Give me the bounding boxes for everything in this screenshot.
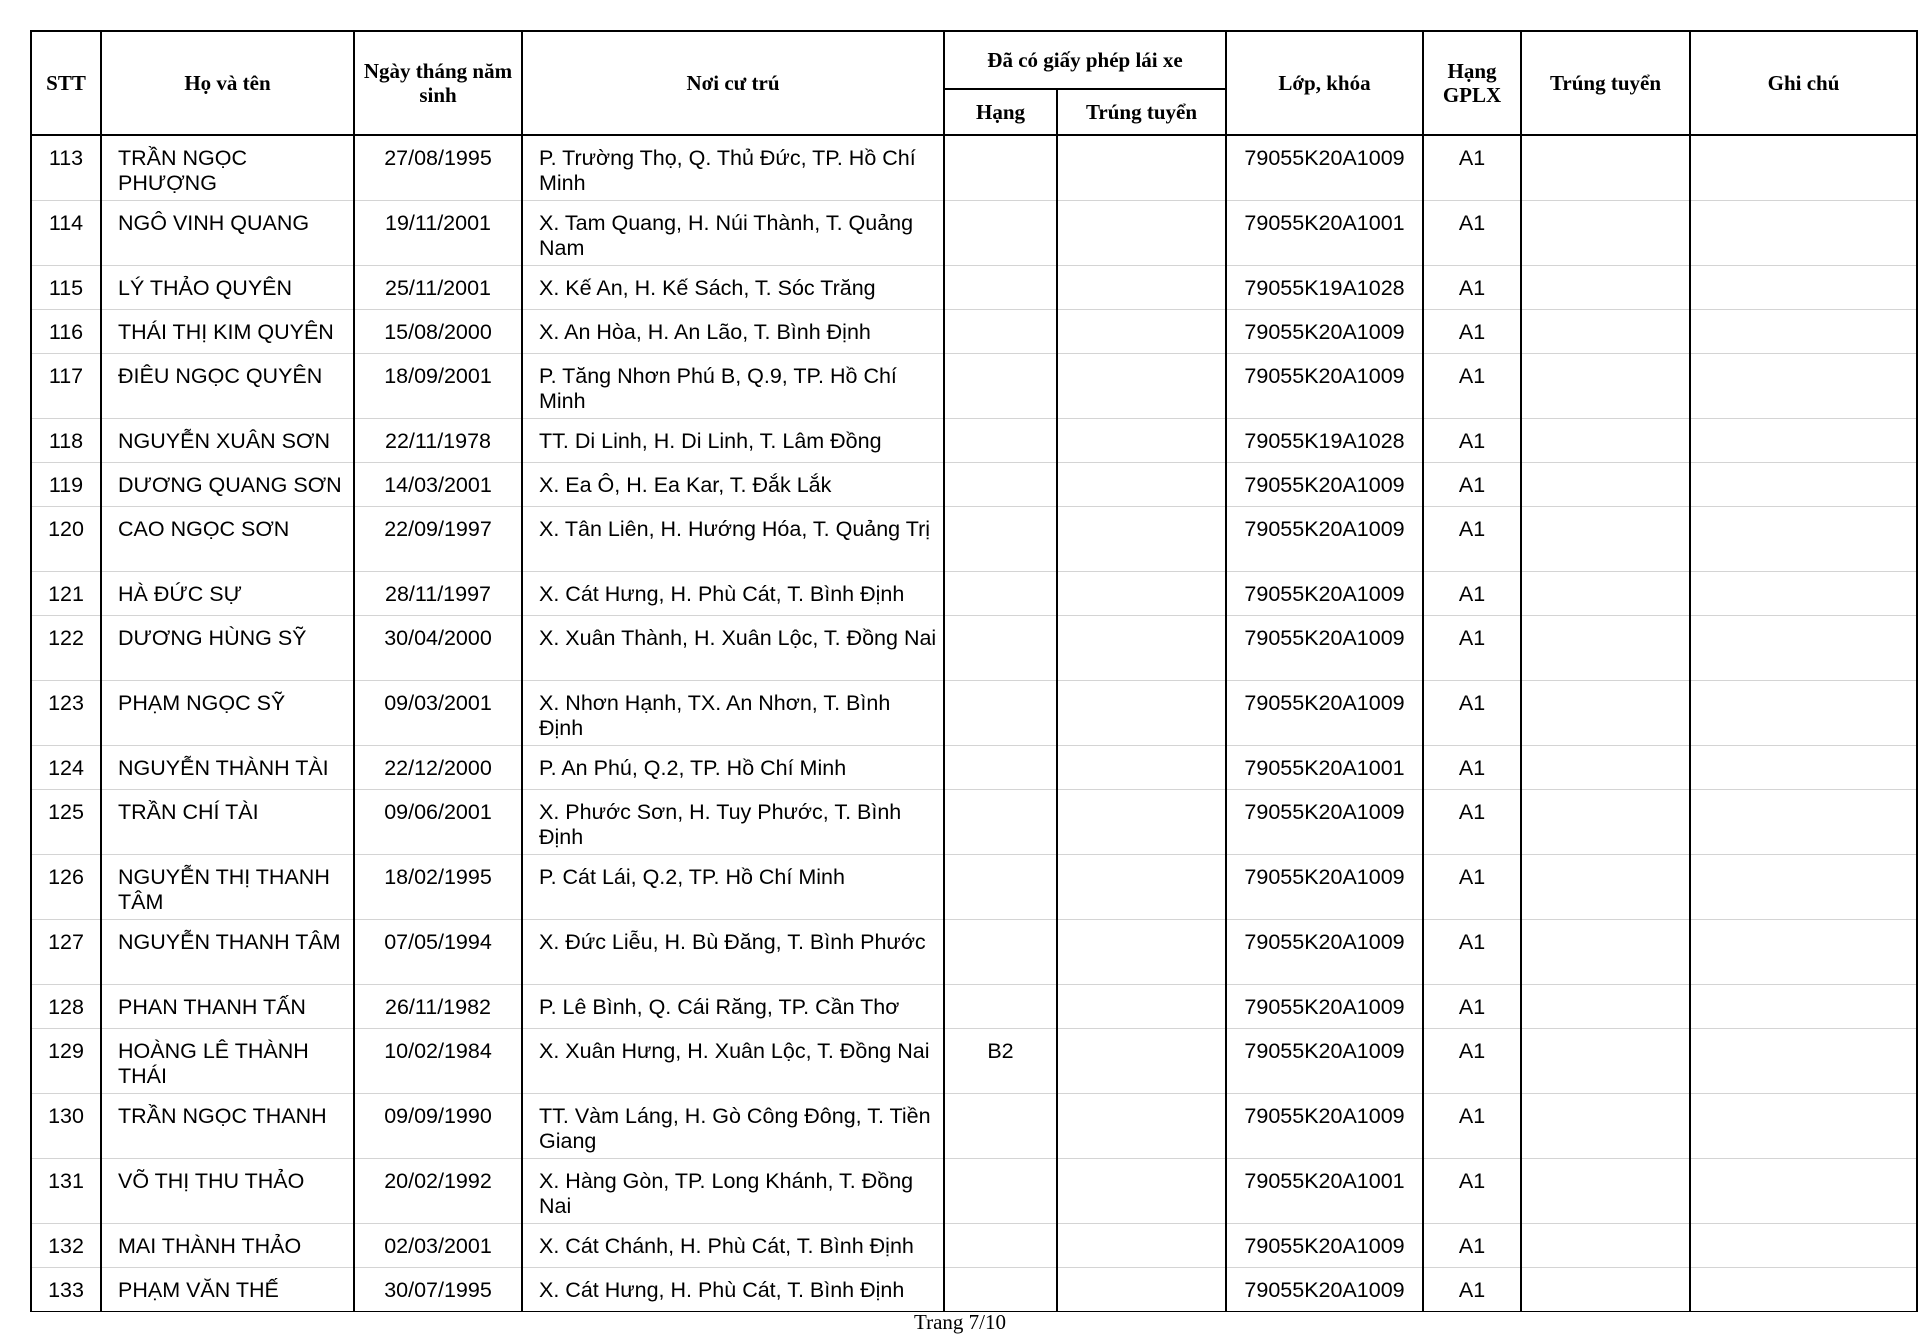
cell-name: PHẠM NGỌC SỸ (101, 681, 354, 746)
cell-passed (1521, 419, 1690, 463)
cell-stt: 115 (31, 266, 101, 310)
cell-notes (1690, 746, 1917, 790)
table-row (31, 746, 1917, 790)
cell-class-course: 79055K20A1009 (1226, 790, 1423, 855)
cell-name: CAO NGỌC SƠN (101, 507, 354, 572)
cell-notes (1690, 1224, 1917, 1268)
cell-stt: 123 (31, 681, 101, 746)
cell-license-class (944, 201, 1057, 266)
cell-name: NGUYỄN THANH TÂM (101, 920, 354, 985)
cell-license-class (944, 310, 1057, 354)
cell-license-passed (1057, 135, 1226, 201)
cell-class-course: 79055K20A1009 (1226, 1094, 1423, 1159)
cell-dob: 09/06/2001 (354, 790, 522, 855)
document-sheet (30, 30, 1916, 1312)
cell-gplx-class: A1 (1423, 746, 1521, 790)
cell-notes (1690, 266, 1917, 310)
cell-address: TT. Di Linh, H. Di Linh, T. Lâm Đồng (522, 419, 944, 463)
table-row (31, 201, 1917, 266)
cell-license-passed (1057, 507, 1226, 572)
cell-stt: 117 (31, 354, 101, 419)
cell-license-passed (1057, 1094, 1226, 1159)
cell-license-passed (1057, 354, 1226, 419)
table-row (31, 616, 1917, 681)
page-number: Trang 7/10 (914, 1310, 1006, 1334)
cell-passed (1521, 1224, 1690, 1268)
cell-name: PHẠM VĂN THẾ (101, 1268, 354, 1312)
cell-stt: 122 (31, 616, 101, 681)
cell-name: NGUYỄN XUÂN SƠN (101, 419, 354, 463)
cell-dob: 07/05/1994 (354, 920, 522, 985)
cell-notes (1690, 419, 1917, 463)
header-license-group: Đã có giấy phép lái xe (944, 31, 1226, 89)
cell-passed (1521, 1094, 1690, 1159)
cell-notes (1690, 135, 1917, 201)
table-row (31, 572, 1917, 616)
cell-class-course: 79055K20A1009 (1226, 135, 1423, 201)
cell-notes (1690, 1159, 1917, 1224)
cell-dob: 30/04/2000 (354, 616, 522, 681)
cell-passed (1521, 920, 1690, 985)
cell-notes (1690, 1029, 1917, 1094)
cell-class-course: 79055K20A1009 (1226, 681, 1423, 746)
cell-stt: 125 (31, 790, 101, 855)
cell-address: X. Kế An, H. Kế Sách, T. Sóc Trăng (522, 266, 944, 310)
cell-license-class (944, 1159, 1057, 1224)
table-row (31, 1094, 1917, 1159)
table-row (31, 920, 1917, 985)
cell-gplx-class: A1 (1423, 135, 1521, 201)
cell-dob: 09/09/1990 (354, 1094, 522, 1159)
cell-notes (1690, 354, 1917, 419)
cell-name: DƯƠNG HÙNG SỸ (101, 616, 354, 681)
cell-license-passed (1057, 419, 1226, 463)
cell-class-course: 79055K20A1009 (1226, 1224, 1423, 1268)
cell-passed (1521, 616, 1690, 681)
cell-name: MAI THÀNH THẢO (101, 1224, 354, 1268)
cell-passed (1521, 310, 1690, 354)
cell-notes (1690, 1268, 1917, 1312)
cell-license-class (944, 985, 1057, 1029)
cell-name: DƯƠNG QUANG SƠN (101, 463, 354, 507)
cell-passed (1521, 507, 1690, 572)
cell-passed (1521, 201, 1690, 266)
cell-passed (1521, 463, 1690, 507)
cell-dob: 18/02/1995 (354, 855, 522, 920)
cell-license-passed (1057, 572, 1226, 616)
cell-address: X. Xuân Hưng, H. Xuân Lộc, T. Đồng Nai (522, 1029, 944, 1094)
table-row (31, 681, 1917, 746)
cell-address: X. Hàng Gòn, TP. Long Khánh, T. Đồng Nai (522, 1159, 944, 1224)
cell-address: X. Nhơn Hạnh, TX. An Nhơn, T. Bình Định (522, 681, 944, 746)
cell-license-class (944, 681, 1057, 746)
cell-stt: 119 (31, 463, 101, 507)
cell-address: X. Phước Sơn, H. Tuy Phước, T. Bình Định (522, 790, 944, 855)
cell-license-class (944, 920, 1057, 985)
cell-passed (1521, 572, 1690, 616)
cell-gplx-class: A1 (1423, 681, 1521, 746)
cell-notes (1690, 985, 1917, 1029)
cell-license-class (944, 463, 1057, 507)
cell-address: X. Xuân Thành, H. Xuân Lộc, T. Đồng Nai (522, 616, 944, 681)
cell-license-class (944, 616, 1057, 681)
cell-passed (1521, 1159, 1690, 1224)
cell-notes (1690, 310, 1917, 354)
cell-notes (1690, 920, 1917, 985)
header-dob: Ngày tháng năm sinh (354, 31, 522, 135)
header-passed: Trúng tuyển (1521, 31, 1690, 135)
cell-address: X. Tam Quang, H. Núi Thành, T. Quảng Nam (522, 201, 944, 266)
cell-passed (1521, 855, 1690, 920)
cell-passed (1521, 746, 1690, 790)
cell-name: TRẦN NGỌC THANH (101, 1094, 354, 1159)
cell-name: LÝ THẢO QUYÊN (101, 266, 354, 310)
table-row (31, 1029, 1917, 1094)
cell-gplx-class: A1 (1423, 855, 1521, 920)
cell-notes (1690, 855, 1917, 920)
cell-notes (1690, 201, 1917, 266)
cell-license-passed (1057, 681, 1226, 746)
cell-name: THÁI THỊ KIM QUYÊN (101, 310, 354, 354)
table-row (31, 310, 1917, 354)
cell-name: NGUYỄN THỊ THANH TÂM (101, 855, 354, 920)
cell-license-passed (1057, 310, 1226, 354)
cell-class-course: 79055K19A1028 (1226, 266, 1423, 310)
cell-gplx-class: A1 (1423, 1268, 1521, 1312)
cell-class-course: 79055K20A1009 (1226, 855, 1423, 920)
cell-address: P. Cát Lái, Q.2, TP. Hồ Chí Minh (522, 855, 944, 920)
cell-notes (1690, 681, 1917, 746)
cell-gplx-class: A1 (1423, 201, 1521, 266)
cell-class-course: 79055K20A1001 (1226, 201, 1423, 266)
cell-stt: 126 (31, 855, 101, 920)
cell-name: ĐIÊU NGỌC QUYÊN (101, 354, 354, 419)
header-class-course: Lớp, khóa (1226, 31, 1423, 135)
header-notes: Ghi chú (1690, 31, 1917, 135)
cell-stt: 128 (31, 985, 101, 1029)
cell-class-course: 79055K20A1009 (1226, 920, 1423, 985)
table-row (31, 463, 1917, 507)
cell-passed (1521, 135, 1690, 201)
cell-passed (1521, 266, 1690, 310)
cell-license-class (944, 1268, 1057, 1312)
cell-dob: 22/09/1997 (354, 507, 522, 572)
cell-license-class (944, 507, 1057, 572)
cell-license-passed (1057, 201, 1226, 266)
table-row (31, 985, 1917, 1029)
cell-license-class (944, 266, 1057, 310)
cell-license-class (944, 572, 1057, 616)
cell-license-class (944, 790, 1057, 855)
cell-license-class (944, 1094, 1057, 1159)
cell-notes (1690, 507, 1917, 572)
header-gplx-class: Hạng GPLX (1423, 31, 1521, 135)
cell-stt: 131 (31, 1159, 101, 1224)
cell-class-course: 79055K20A1009 (1226, 985, 1423, 1029)
cell-address: P. Lê Bình, Q. Cái Răng, TP. Cần Thơ (522, 985, 944, 1029)
cell-license-passed (1057, 1159, 1226, 1224)
cell-class-course: 79055K20A1009 (1226, 507, 1423, 572)
cell-dob: 09/03/2001 (354, 681, 522, 746)
cell-gplx-class: A1 (1423, 266, 1521, 310)
cell-license-passed (1057, 463, 1226, 507)
cell-address: P. Tăng Nhơn Phú B, Q.9, TP. Hồ Chí Minh (522, 354, 944, 419)
table-row (31, 1224, 1917, 1268)
cell-name: HÀ ĐỨC SỰ (101, 572, 354, 616)
cell-passed (1521, 790, 1690, 855)
cell-gplx-class: A1 (1423, 1094, 1521, 1159)
table-row (31, 790, 1917, 855)
table-body (31, 135, 1917, 1312)
cell-name: HOÀNG LÊ THÀNH THÁI (101, 1029, 354, 1094)
header-license-class: Hạng (944, 89, 1057, 135)
cell-address: X. An Hòa, H. An Lão, T. Bình Định (522, 310, 944, 354)
cell-gplx-class: A1 (1423, 507, 1521, 572)
cell-passed (1521, 1268, 1690, 1312)
header-license-passed: Trúng tuyển (1057, 89, 1226, 135)
cell-gplx-class: A1 (1423, 790, 1521, 855)
cell-gplx-class: A1 (1423, 1159, 1521, 1224)
cell-dob: 19/11/2001 (354, 201, 522, 266)
cell-address: P. Trường Thọ, Q. Thủ Đức, TP. Hồ Chí Minh (522, 135, 944, 201)
cell-class-course: 79055K20A1009 (1226, 1029, 1423, 1094)
cell-stt: 113 (31, 135, 101, 201)
cell-license-passed (1057, 790, 1226, 855)
cell-name: NGÔ VINH QUANG (101, 201, 354, 266)
cell-license-class (944, 1224, 1057, 1268)
cell-dob: 28/11/1997 (354, 572, 522, 616)
cell-dob: 26/11/1982 (354, 985, 522, 1029)
cell-dob: 22/11/1978 (354, 419, 522, 463)
cell-license-class: B2 (944, 1029, 1057, 1094)
cell-passed (1521, 1029, 1690, 1094)
cell-dob: 22/12/2000 (354, 746, 522, 790)
cell-dob: 15/08/2000 (354, 310, 522, 354)
cell-notes (1690, 616, 1917, 681)
cell-notes (1690, 790, 1917, 855)
header-address: Nơi cư trú (522, 31, 944, 135)
cell-license-passed (1057, 1268, 1226, 1312)
cell-license-class (944, 419, 1057, 463)
cell-license-class (944, 135, 1057, 201)
cell-class-course: 79055K20A1001 (1226, 746, 1423, 790)
cell-dob: 10/02/1984 (354, 1029, 522, 1094)
cell-license-passed (1057, 266, 1226, 310)
header-name: Họ và tên (101, 31, 354, 135)
table-row (31, 1159, 1917, 1224)
cell-name: NGUYỄN THÀNH TÀI (101, 746, 354, 790)
cell-stt: 116 (31, 310, 101, 354)
cell-name: TRẦN NGỌC PHƯỢNG (101, 135, 354, 201)
cell-gplx-class: A1 (1423, 920, 1521, 985)
cell-license-class (944, 855, 1057, 920)
cell-class-course: 79055K19A1028 (1226, 419, 1423, 463)
cell-notes (1690, 572, 1917, 616)
table-row (31, 266, 1917, 310)
cell-stt: 132 (31, 1224, 101, 1268)
cell-gplx-class: A1 (1423, 572, 1521, 616)
cell-gplx-class: A1 (1423, 419, 1521, 463)
cell-passed (1521, 985, 1690, 1029)
cell-dob: 02/03/2001 (354, 1224, 522, 1268)
cell-dob: 30/07/1995 (354, 1268, 522, 1312)
cell-address: X. Cát Chánh, H. Phù Cát, T. Bình Định (522, 1224, 944, 1268)
cell-stt: 114 (31, 201, 101, 266)
cell-gplx-class: A1 (1423, 1224, 1521, 1268)
cell-license-passed (1057, 985, 1226, 1029)
cell-class-course: 79055K20A1009 (1226, 616, 1423, 681)
cell-license-passed (1057, 920, 1226, 985)
cell-address: X. Cát Hưng, H. Phù Cát, T. Bình Định (522, 572, 944, 616)
cell-gplx-class: A1 (1423, 310, 1521, 354)
table-row (31, 1268, 1917, 1312)
table-row (31, 507, 1917, 572)
cell-class-course: 79055K20A1001 (1226, 1159, 1423, 1224)
cell-gplx-class: A1 (1423, 616, 1521, 681)
cell-class-course: 79055K20A1009 (1226, 310, 1423, 354)
cell-passed (1521, 354, 1690, 419)
table-row (31, 855, 1917, 920)
cell-address: P. An Phú, Q.2, TP. Hồ Chí Minh (522, 746, 944, 790)
cell-dob: 27/08/1995 (354, 135, 522, 201)
cell-notes (1690, 1094, 1917, 1159)
cell-license-passed (1057, 616, 1226, 681)
cell-dob: 25/11/2001 (354, 266, 522, 310)
cell-name: PHAN THANH TẤN (101, 985, 354, 1029)
cell-address: TT. Vàm Láng, H. Gò Công Đông, T. Tiền Giang (522, 1094, 944, 1159)
cell-license-passed (1057, 1029, 1226, 1094)
cell-stt: 124 (31, 746, 101, 790)
cell-license-passed (1057, 855, 1226, 920)
cell-stt: 118 (31, 419, 101, 463)
cell-name: TRẦN CHÍ TÀI (101, 790, 354, 855)
cell-class-course: 79055K20A1009 (1226, 572, 1423, 616)
cell-address: X. Cát Hưng, H. Phù Cát, T. Bình Định (522, 1268, 944, 1312)
cell-passed (1521, 681, 1690, 746)
cell-address: X. Tân Liên, H. Hướng Hóa, T. Quảng Trị (522, 507, 944, 572)
cell-gplx-class: A1 (1423, 354, 1521, 419)
cell-license-class (944, 354, 1057, 419)
cell-stt: 121 (31, 572, 101, 616)
cell-dob: 20/02/1992 (354, 1159, 522, 1224)
cell-license-class (944, 746, 1057, 790)
cell-stt: 120 (31, 507, 101, 572)
cell-license-passed (1057, 746, 1226, 790)
cell-gplx-class: A1 (1423, 985, 1521, 1029)
table-row (31, 135, 1917, 201)
cell-dob: 14/03/2001 (354, 463, 522, 507)
cell-notes (1690, 463, 1917, 507)
cell-dob: 18/09/2001 (354, 354, 522, 419)
cell-class-course: 79055K20A1009 (1226, 354, 1423, 419)
cell-license-passed (1057, 1224, 1226, 1268)
roster-table (30, 30, 1918, 1312)
table-row (31, 354, 1917, 419)
cell-gplx-class: A1 (1423, 463, 1521, 507)
cell-stt: 133 (31, 1268, 101, 1312)
cell-class-course: 79055K20A1009 (1226, 463, 1423, 507)
table-row (31, 419, 1917, 463)
cell-stt: 130 (31, 1094, 101, 1159)
cell-gplx-class: A1 (1423, 1029, 1521, 1094)
cell-address: X. Đức Liễu, H. Bù Đăng, T. Bình Phước (522, 920, 944, 985)
cell-stt: 129 (31, 1029, 101, 1094)
table-header (31, 31, 1917, 135)
cell-address: X. Ea Ô, H. Ea Kar, T. Đắk Lắk (522, 463, 944, 507)
cell-name: VÕ THỊ THU THẢO (101, 1159, 354, 1224)
cell-stt: 127 (31, 920, 101, 985)
header-stt: STT (31, 31, 101, 135)
cell-class-course: 79055K20A1009 (1226, 1268, 1423, 1312)
